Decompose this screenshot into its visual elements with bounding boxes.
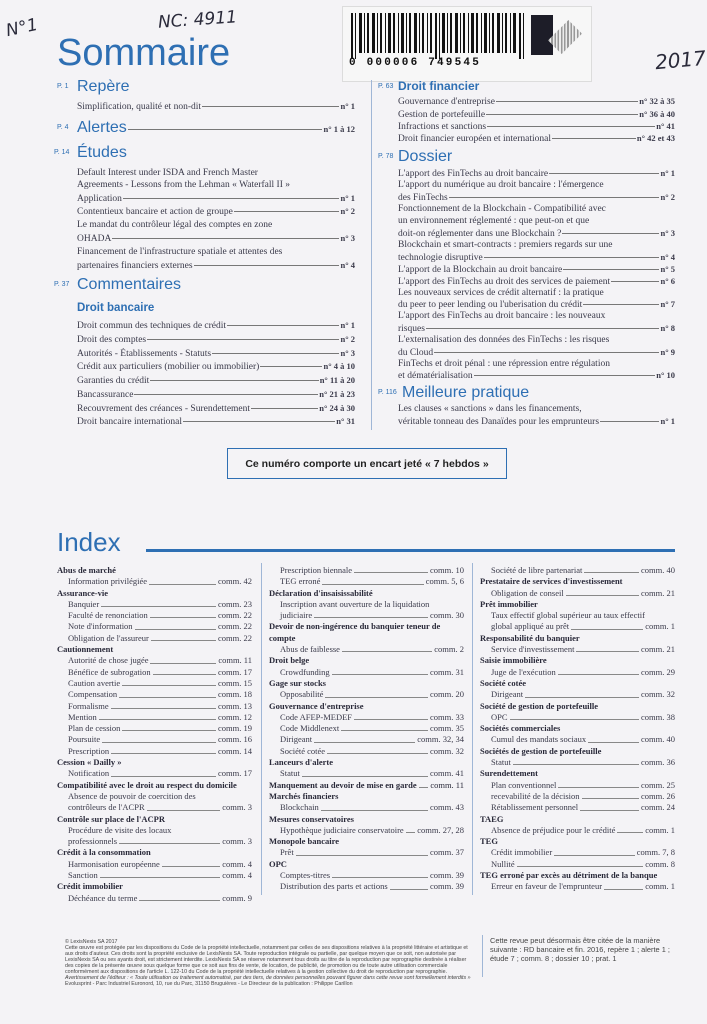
index-entry: Notification comm. 17: [68, 768, 252, 779]
index-entry: Société cotée comm. 32: [280, 745, 464, 756]
index-heading: Assurance-vie: [57, 587, 108, 598]
index-entry: Bénéfice de subrogation comm. 17: [68, 666, 252, 677]
index-entry: OPC comm. 38: [491, 711, 675, 722]
index-entry: Mention comm. 12: [68, 711, 252, 722]
encart-text: Ce numéro comporte un encart jeté « 7 hebdos »: [245, 457, 489, 470]
index-entry: judiciaire comm. 30: [280, 610, 464, 621]
etudes-page: P. 14: [54, 149, 70, 156]
footer-legal: [65, 939, 475, 987]
index-entry: Taux effectif global supérieur au taux effectif: [491, 610, 645, 621]
dossier-item-10: et dématérialisation n° 10: [398, 370, 675, 381]
etudes-item-4-line-1: Financement de l'infrastructure spatiale et attentes des: [77, 247, 283, 257]
index-heading: Prêt immobilier: [480, 598, 538, 609]
droit-financier-item-1: Gouvernance d'entreprise n° 32 à 35: [398, 96, 675, 107]
index-entry: Formalisme comm. 13: [68, 700, 252, 711]
index-entry: Obligation de l'assureur comm. 22: [68, 632, 252, 643]
index-heading: Devoir de non-ingérence du banquier teneur de compte: [269, 621, 441, 643]
index-heading: TEG erroné par excès au détriment de la banque: [480, 870, 658, 881]
footer-copyright: © LexisNexis SA 2017: [65, 939, 118, 945]
dossier-item-10-line-1: FinTechs et droit pénal : une répression entre régulation: [398, 359, 610, 369]
index-heading: Saisie immobilière: [480, 655, 547, 666]
footer-warning: Avertissement de l'éditeur : « Toute utilisation ou traitement automatisé, par des tiers, de données personnelles pouvant figurer dans cette revue sont formellement interdits »: [65, 975, 471, 981]
index-column-1: [57, 565, 252, 904]
dossier-item-9: du Cloud n° 9: [398, 347, 675, 358]
index-entry: TEG erroné comm. 5, 6: [280, 576, 464, 587]
index-heading: OPC: [269, 858, 287, 869]
commentaires-item-8: Droit bancaire international n° 31: [77, 416, 355, 427]
index-entry: Erreur en faveur de l'emprunteur comm. 1: [491, 881, 675, 892]
commentaires-item-2: Droit des comptes n° 2: [77, 334, 355, 345]
meilleure-page: P. 116: [378, 389, 397, 396]
dossier-page: P. 78: [378, 153, 394, 160]
index-heading: Société de gestion de portefeuille: [480, 700, 599, 711]
dossier-item-4-line-1: Blockchain et smart-contracts : premiers regards sur une: [398, 240, 613, 250]
index-entry: Code AFEP-MEDEF comm. 33: [280, 711, 464, 722]
index-entry: Faculté de renonciation comm. 22: [68, 610, 252, 621]
droit-bancaire-subheading: Droit bancaire: [77, 302, 155, 314]
etudes-item-1-line-1: Default Interest under ISDA and French Master: [77, 168, 258, 178]
index-heading: Contrôle sur place de l'ACPR: [57, 813, 165, 824]
index-heading: Société cotée: [480, 677, 527, 688]
commentaires-item-7: Recouvrement des créances - Surendettement n° 24 à 30: [77, 403, 355, 414]
handwritten-issue-number: N°1: [4, 14, 40, 42]
index-entry: Statut comm. 41: [280, 768, 464, 779]
dossier-item-8: risques n° 8: [398, 323, 675, 334]
dossier-item-3-line-2: un environnement réglementé : que peut-on et que: [398, 216, 590, 226]
meilleure-heading: Meilleure pratique: [402, 384, 530, 401]
index-entry: Déchéance du terme comm. 9: [68, 892, 252, 903]
index-entry: Distribution des parts et actions comm. 39: [280, 881, 464, 892]
index-entry: Absence de préjudice pour le crédité comm. 1: [491, 824, 675, 835]
droit-financier-item-4: Droit financier européen et international n° 42 et 43: [398, 133, 675, 144]
commentaires-item-4: Crédit aux particuliers (mobilier ou immobilier) n° 4 à 10: [77, 361, 355, 372]
index-entry: Cumul des mandats sociaux comm. 40: [491, 734, 675, 745]
index-entry: Dirigeant comm. 32: [491, 689, 675, 700]
index-heading: Monopole bancaire: [269, 836, 339, 847]
index-entry: Rétablissement personnel comm. 24: [491, 802, 675, 813]
footer-address: Evolusprint - Parc Industriel Euronord, 10, rue du Parc, 31150 Bruguières - Le Directeur de la publication : Philippe Carillon: [65, 981, 353, 987]
repere-page: P. 1: [57, 83, 69, 90]
index-divider-2: [472, 563, 473, 895]
commentaires-item-5: Garanties du crédit n° 11 à 20: [77, 375, 355, 386]
alertes-heading: Alertes n° 1 à 12: [77, 119, 355, 136]
index-entry: Statut comm. 36: [491, 757, 675, 768]
barcode-icon: [351, 13, 527, 63]
index-entry: Procédure de visite des locaux: [68, 824, 172, 835]
index-entry: Compensation comm. 18: [68, 689, 252, 700]
dossier-item-3-line-1: Fonctionnement de la Blockchain - Compatibilité avec: [398, 204, 606, 214]
dossier-item-4: technologie disruptive n° 4: [398, 252, 675, 263]
index-entry: Dirigeant comm. 32, 34: [280, 734, 464, 745]
dossier-item-8-line-1: L'apport des FinTechs au droit bancaire : les nouveaux: [398, 311, 606, 321]
index-entry: Blockchain comm. 43: [280, 802, 464, 813]
footer-citation: Cette revue peut désormais être citée de la manière suivante : RD bancaire et fin. 2016, repère 1 ; alerte 1 ; étude 7 ; comm. 8 ; dossier 10 ; prat. 1: [490, 936, 670, 964]
index-entry: Sanction comm. 4: [68, 870, 252, 881]
index-entry: Caution avertie comm. 15: [68, 677, 252, 688]
index-entry: Plan de cession comm. 19: [68, 723, 252, 734]
index-entry: Nullité comm. 8: [491, 858, 675, 869]
etudes-item-2: Contentieux bancaire et action de groupe n° 2: [77, 206, 355, 217]
index-entry: Autorité de chose jugée comm. 11: [68, 655, 252, 666]
index-heading: Déclaration d'insaisissabilité: [269, 587, 373, 598]
index-entry: Hypothèque judiciaire conservatoire comm. 27, 28: [280, 824, 464, 835]
index-heading: Crédit immobilier: [57, 881, 123, 892]
index-heading: Surendettement: [480, 768, 538, 779]
droit-financier-item-2: Gestion de portefeuille n° 36 à 40: [398, 109, 675, 120]
etudes-heading: Études: [77, 144, 127, 161]
index-entry: professionnels comm. 3: [68, 836, 252, 847]
handwritten-year: 2017: [654, 45, 707, 75]
dossier-item-5: L'apport de la Blockchain au droit bancaire n° 5: [398, 264, 675, 275]
index-heading: Cautionnement: [57, 644, 114, 655]
index-heading: Gouvernance d'entreprise: [269, 700, 364, 711]
index-heading: Mesures conservatoires: [269, 813, 354, 824]
index-heading: Sociétés de gestion de portefeuille: [480, 745, 602, 756]
commentaires-heading: Commentaires: [77, 276, 182, 293]
dossier-item-3: doit-on réglementer dans une Blockchain ? n° 3: [398, 228, 675, 239]
barcode-label: [342, 6, 592, 82]
index-heading: Lanceurs d'alerte: [269, 757, 333, 768]
index-entry: Crédit immobilier comm. 7, 8: [491, 847, 675, 858]
index-entry: Obligation de conseil comm. 21: [491, 587, 675, 598]
alertes-page: P. 4: [57, 124, 69, 131]
index-entry: Opposabilité comm. 20: [280, 689, 464, 700]
dossier-item-6: L'apport des FinTechs au droit des services de paiement n° 6: [398, 276, 675, 287]
dossier-item-7: du peer to peer lending ou l'uberisation du crédit n° 7: [398, 299, 675, 310]
index-entry: Inscription avant ouverture de la liquidation: [280, 598, 430, 609]
index-entry: Poursuite comm. 16: [68, 734, 252, 745]
barcode-number: 0 000006 749545: [349, 57, 482, 69]
index-entry: Prêt comm. 37: [280, 847, 464, 858]
index-entry: Service d'investissement comm. 21: [491, 644, 675, 655]
meilleure-item: véritable tonneau des Danaïdes pour les emprunteurs n° 1: [398, 416, 675, 427]
index-title: Index: [57, 527, 121, 557]
dossier-item-2-line-1: L'apport du numérique au droit bancaire : l'émergence: [398, 180, 604, 190]
droit-financier-item-3: Infractions et sanctions n° 41: [398, 121, 675, 132]
commentaires-item-6: Bancassurance n° 21 à 23: [77, 389, 355, 400]
etudes-item-4: partenaires financiers externes n° 4: [77, 260, 355, 271]
dossier-item-1: L'apport des FinTechs au droit bancaire n° 1: [398, 168, 675, 179]
index-column-3: [480, 565, 675, 893]
meilleure-line-1: Les clauses « sanctions » dans les financements,: [398, 404, 582, 414]
index-entry: Banquier comm. 23: [68, 598, 252, 609]
index-entry: Prescription biennale comm. 10: [280, 565, 464, 575]
commentaires-page: P. 37: [54, 281, 70, 288]
index-rule: [146, 549, 675, 552]
dossier-item-7-line-1: Les nouveaux services de crédit alternatif : la pratique: [398, 288, 604, 298]
handwritten-nc-number: NC: 4911: [157, 7, 238, 33]
column-divider: [371, 80, 372, 430]
index-entry: Abus de faiblesse comm. 2: [280, 644, 464, 655]
index-entry: Code Middlenext comm. 35: [280, 723, 464, 734]
index-divider-1: [261, 563, 262, 895]
dossier-heading: Dossier: [398, 148, 453, 165]
index-entry: Société de libre partenariat comm. 40: [491, 565, 675, 575]
page-title: Sommaire: [57, 32, 231, 74]
index-heading: Abus de marché: [57, 565, 116, 575]
index-entry: Prescription comm. 14: [68, 745, 252, 756]
index-entry: Plan conventionnel comm. 25: [491, 779, 675, 790]
etudes-item-3-line-1: Le mandat du contrôleur légal des comptes en zone: [77, 220, 273, 230]
index-heading: TEG: [480, 836, 498, 847]
index-entry: Information privilégiée comm. 42: [68, 576, 252, 587]
dossier-item-9-line-1: L'externalisation des données des FinTechs : les risques: [398, 335, 610, 345]
index-heading: Cession « Dailly »: [57, 757, 122, 768]
index-entry: Comptes-titres comm. 39: [280, 870, 464, 881]
index-heading: Droit belge: [269, 655, 310, 666]
index-entry: recevabilité de la décision comm. 26: [491, 790, 675, 801]
encart-notice: [227, 448, 507, 479]
index-heading: Sociétés commerciales: [480, 723, 561, 734]
etudes-item-1: Application n° 1: [77, 193, 355, 204]
index-heading: TAEG: [480, 813, 504, 824]
index-entry: global appliqué au prêt comm. 1: [491, 621, 675, 632]
index-heading: Manquement au devoir de mise en garde comm. 11: [269, 779, 464, 790]
dossier-item-2: des FinTechs n° 2: [398, 192, 675, 203]
etudes-item-3: OHADA n° 3: [77, 233, 355, 244]
footer-legal-text: Cette œuvre est protégée par les dispositions du Code de la propriété intellectuelle, notamment par celles de ses dispositions relatives à la propriété littéraire et artistique et aux droits d'auteur. Ces droits sont la propriété exclusive de LexisNexis SA. Toute reproduction intégrale ou partielle, par quelque moyen que ce soit, non autorisée par LexisNexis SA ou ses ayants droit, est strictement interdite. LexisNexis SA se réserve notamment tous droits au titre de la reproduction par reprographie destinée à réaliser des copies de la présente œuvre sous quelque forme que ce soit aux fins de vente, de location, de publicité, de promotion ou de toute autre utilisation commerciale conformément aux dispositions de l'article L. 122-10 du Code de la propriété intellectuelle relatives à la gestion collective du droit de reproduction par reprographie.: [65, 945, 468, 975]
index-entry: contrôleurs de l'ACPR comm. 3: [68, 802, 252, 813]
footer-divider: [482, 935, 483, 977]
repere-item: Simplification, qualité et non-dit n° 1: [77, 101, 355, 112]
index-heading: Gage sur stocks: [269, 677, 326, 688]
index-entry: Harmonisation européenne comm. 4: [68, 858, 252, 869]
index-heading: Prestataire de services d'investissement: [480, 576, 623, 587]
repere-heading: Repère: [77, 78, 130, 95]
index-entry: Absence de pouvoir de coercition des: [68, 790, 196, 801]
droit-financier-page: P. 63: [378, 83, 394, 90]
commentaires-item-3: Autorités - Établissements - Statuts n° 3: [77, 348, 355, 359]
droit-financier-heading: Droit financier: [398, 79, 480, 93]
etudes-item-1-line-2: Agreements - Lessons from the Lehman « Waterfall II »: [77, 180, 291, 190]
publisher-logo: [531, 15, 581, 71]
index-heading: Crédit à la consommation: [57, 847, 151, 858]
commentaires-item-1: Droit commun des techniques de crédit n° 1: [77, 320, 355, 331]
index-entry: Note d'information comm. 22: [68, 621, 252, 632]
index-heading: Marchés financiers: [269, 790, 339, 801]
index-entry: Crowdfunding comm. 31: [280, 666, 464, 677]
index-column-2: [269, 565, 464, 893]
index-entry: Juge de l'exécution comm. 29: [491, 666, 675, 677]
index-heading: Responsabilité du banquier: [480, 632, 580, 643]
index-heading: Compatibilité avec le droit au respect du domicile: [57, 779, 237, 790]
